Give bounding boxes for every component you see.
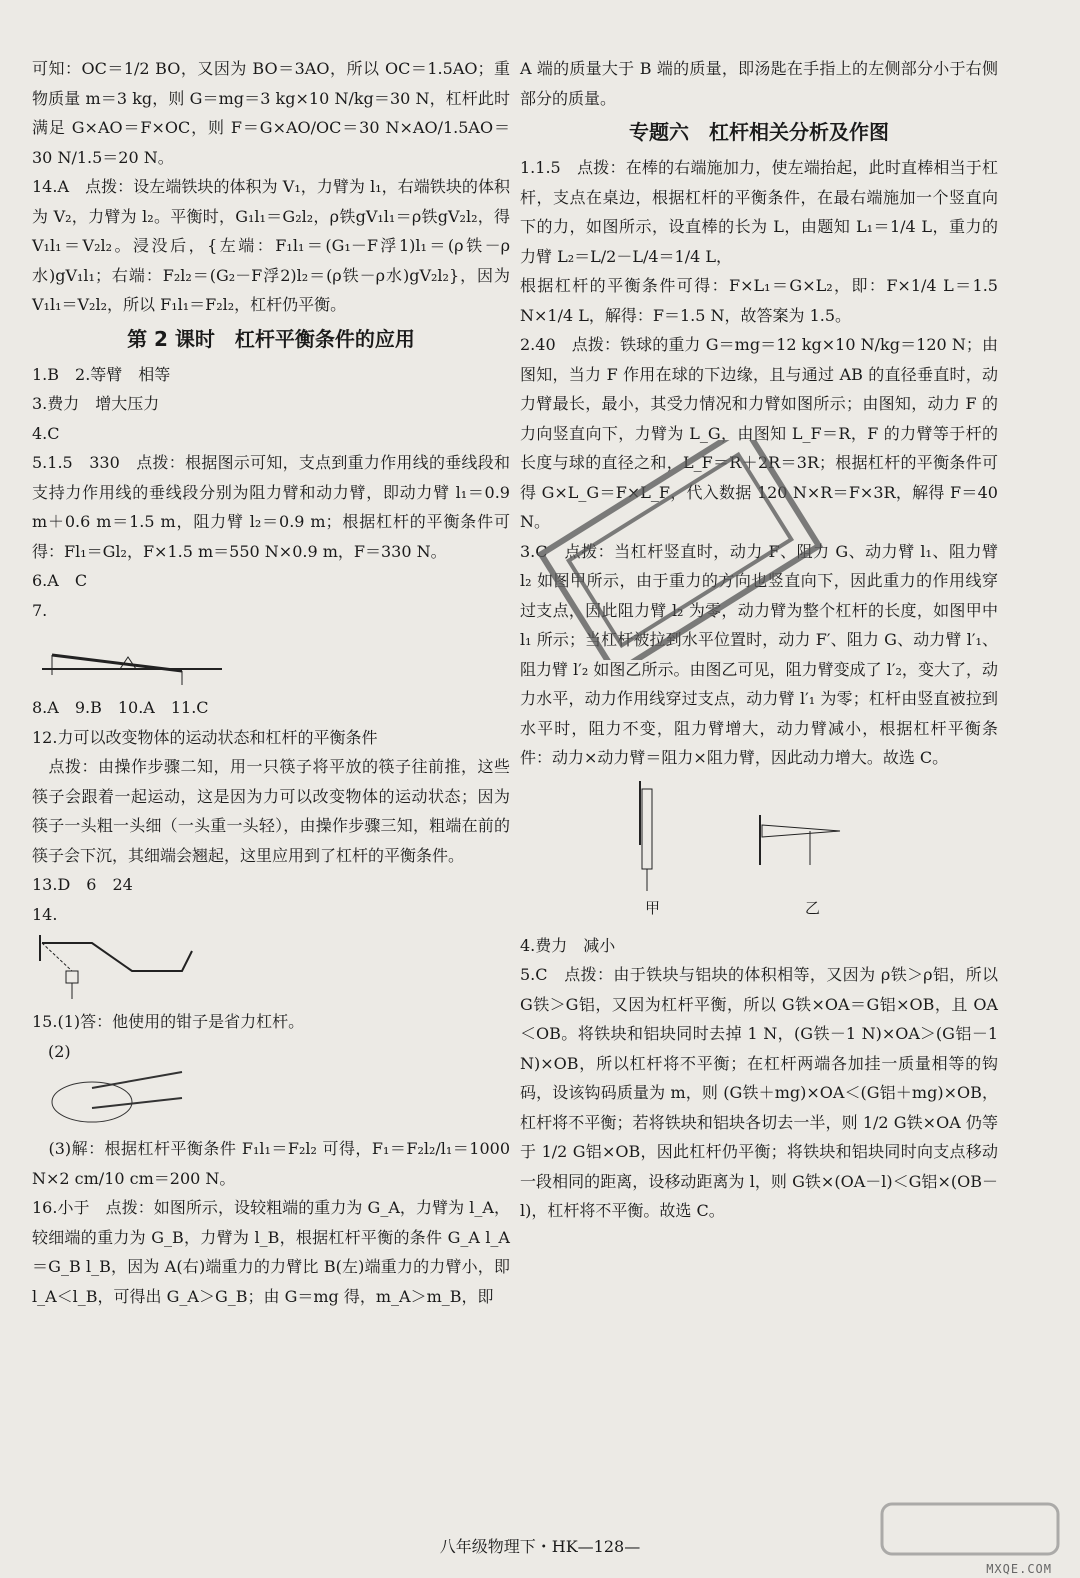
answer-4: 4.C [32, 423, 60, 443]
lever-figure-14 [32, 931, 510, 1001]
answer-paragraph: 可知：OC＝1/2 BO，又因为 BO＝3AO，所以 OC＝1.5AO；重物质量 m＝3 kg，则 G＝mg＝3 kg×10 N/kg＝30 N，杠杆此时满足 G×AO＝F×OC，则 F＝G×AO/OC＝30 N×AO/1.5AO＝30 N/1.5＝20 N。 [32, 59, 510, 167]
watermark-text: MXQE.COM [986, 1562, 1052, 1576]
answer-14-figure-label: 14. [32, 904, 58, 924]
figure-label-jia: 甲 [645, 898, 661, 917]
answer-7: 7. [32, 600, 48, 620]
answer-1-2: 1.B 2.等臂 相等 [32, 364, 171, 384]
topic-answer-2: 2.40 点拨：铁球的重力 G＝mg＝12 kg×10 N/kg＝120 N；由图知，当力 F 作用在球的下边缘，且与通过 AB 的直径垂直时，动力臂最长，最小，其受力情况和力臂如图所示；由图知，动力 F 的力向竖直向下，力臂为 L_G，由图知 L_F＝R，F 的力臂等于杆的长度与球的直径之和，L_F＝R＋2R＝3R；根据杠杆的平衡条件可得 G×L_G＝F×L_F，代入数据 120 N×R＝F×3R，解得 F＝40 N。 [520, 335, 1004, 531]
topic-heading: 专题六 杠杆相关分析及作图 [629, 120, 889, 144]
answer-15-3: (3)解：根据杠杆平衡条件 F₁l₁＝F₂l₂ 可得，F₁＝F₂l₂/l₁＝1000 N×2 cm/10 cm＝200 N。 [32, 1139, 516, 1188]
lesson-heading: 第 2 课时 杠杆平衡条件的应用 [127, 326, 415, 351]
lever-figures-3 [520, 775, 998, 925]
topic-answer-1: 1.1.5 点拨：在棒的右端施加力，使左端抬起，此时直棒相当于杠杆，支点在桌边，根据杠杆的平衡条件，在最右端施加一个竖直向下的力，如图所示，设直棒的长为 L，由题知 L₁＝1/4 L，重力的力臂 L₂＝L/2－L/4＝1/4 L， [520, 158, 998, 266]
answer-14: 14.A 点拨：设左端铁块的体积为 V₁，力臂为 l₁，右端铁块的体积为 V₂，力臂为 l₂。平衡时，G₁l₁＝G₂l₂，ρ铁gV₁l₁＝ρ铁gV₂l₂，得 V₁l₁＝V₂l₂。浸没后，{左端：F₁l₁＝(G₁－F浮1)l₁＝(ρ铁－ρ水)gV₁l₁；右端：F₂l₂＝(G₂－F浮2)l₂＝(ρ铁－ρ水)gV₂l₂}，因为 V₁l₁＝V₂l₂，所以 F₁l₁＝F₂l₂，杠杆仍平衡。 [32, 177, 516, 314]
page-footer: 八年级物理下・HK—128— [439, 1537, 641, 1556]
answer-15-1: 15.(1)答：他使用的钳子是省力杠杆。 [32, 1012, 305, 1031]
topic-answer-4: 4.费力 减小 [520, 935, 616, 955]
topic-answer-5: 5.C 点拨：由于铁块与铝块的体积相等，又因为 ρ铁＞ρ铝，所以 G铁＞G铝，又因为杠杆平衡，所以 G铁×OA＝G铝×OB，且 OA＜OB。将铁块和铝块同时去掉 1 N，(G铁－1 N)×OA＞(G铝－1 N)×OB，所以杠杆将不平衡；在杠杆两端各加挂一质量相等的钩码，设该钩码质量为 m，则 (G铁＋mg)×OA＜(G铝＋mg)×OB，杠杆将不平衡；若将铁块和铝块各切去一半，则 1/2 G铁×OA 仍等于 1/2 G铝×OB，因此杠杆仍平衡；将铁块和铝块同时向支点移动一段相同的距离，设移动距离为 l，则 G铁×(OA－l)＜G铝×(OB－l)，杠杆将不平衡。故选 C。 [520, 965, 1004, 1220]
answer-3: 3.费力 增大压力 [32, 394, 160, 413]
figure-label-yi: 乙 [805, 898, 821, 917]
answer-6: 6.A C [32, 571, 88, 590]
answer-12-hint: 点拨：由操作步骤二知，用一只筷子将平放的筷子往前推，这些筷子会跟着一起运动，这是因为力可以改变物体的运动状态；因为筷子一头粗一头细（一头重一头轻），由操作步骤三知，粗端在前的筷子会下沉，其细端会翘起，这里应用到了杠杆的平衡条件。 [32, 757, 510, 865]
answer-15-2: (2) [32, 1041, 71, 1061]
left-column [32, 54, 516, 1311]
right-column [520, 54, 1004, 1226]
answer-16-continued: A 端的质量大于 B 端的质量，即汤匙在手指上的左侧部分小于右侧部分的质量。 [520, 59, 998, 108]
topic-answer-1-cont: 根据杠杆的平衡条件可得：F×L₁＝G×L₂，即：F×1/4 L＝1.5 N×1/4 L，解得：F＝1.5 N，故答案为 1.5。 [520, 276, 1004, 325]
lever-figure-7 [32, 627, 510, 687]
answer-8-11: 8.A 9.B 10.A 11.C [32, 698, 209, 717]
answer-16: 16.小于 点拨：如图所示，设较粗端的重力为 G_A，力臂为 l_A，较细端的重力为 G_B，力臂为 l_B，根据杠杆平衡的条件 G_A l_A＝G_B l_B，因为 A(右)端重力的力臂比 B(左)端重力的力臂小，即 l_A＜l_B，可得出 G_A＞G_B；由 G＝mg 得，m_A＞m_B，即 [32, 1198, 516, 1306]
topic-answer-3: 3.C 点拨：当杠杆竖直时，动力 F、阻力 G、动力臂 l₁、阻力臂 l₂ 如图甲所示，由于重力的方向也竖直向下，因此重力的作用线穿过支点，因此阻力臂 l₂ 为零，动力臂为整个杠杆的长度，如图甲中 l₁ 所示；当杠杆被拉到水平位置时，动力 F′、阻力 G、动力臂 l′₁、阻力臂 l′₂ 如图乙所示。由图乙可见，阻力臂变成了 l′₂，变大了，动力水平，动力作用线穿过支点，动力臂 l′₁ 为零；杠杆由竖直被拉到水平时，阻力不变，阻力臂增大，动力臂减小，根据杠杆平衡条件：动力×动力臂＝阻力×阻力臂，因此动力增大。故选 C。 [520, 541, 1004, 767]
pliers-figure [32, 1068, 510, 1128]
answer-5: 5.1.5 330 点拨：根据图示可知，支点到重力作用线的垂线段和支持力作用线的垂线段分别为阻力臂和动力臂，即动力臂 l₁＝0.9 m＋0.6 m＝1.5 m，阻力臂 l₂＝0.9 m；根据杠杆的平衡条件可得：Fl₁＝Gl₂，F×1.5 m＝550 N×0.9 m，F＝330 N。 [32, 453, 516, 561]
answer-12: 12.力可以改变物体的运动状态和杠杆的平衡条件 [32, 727, 378, 747]
answer-13: 13.D 6 24 [32, 875, 133, 894]
